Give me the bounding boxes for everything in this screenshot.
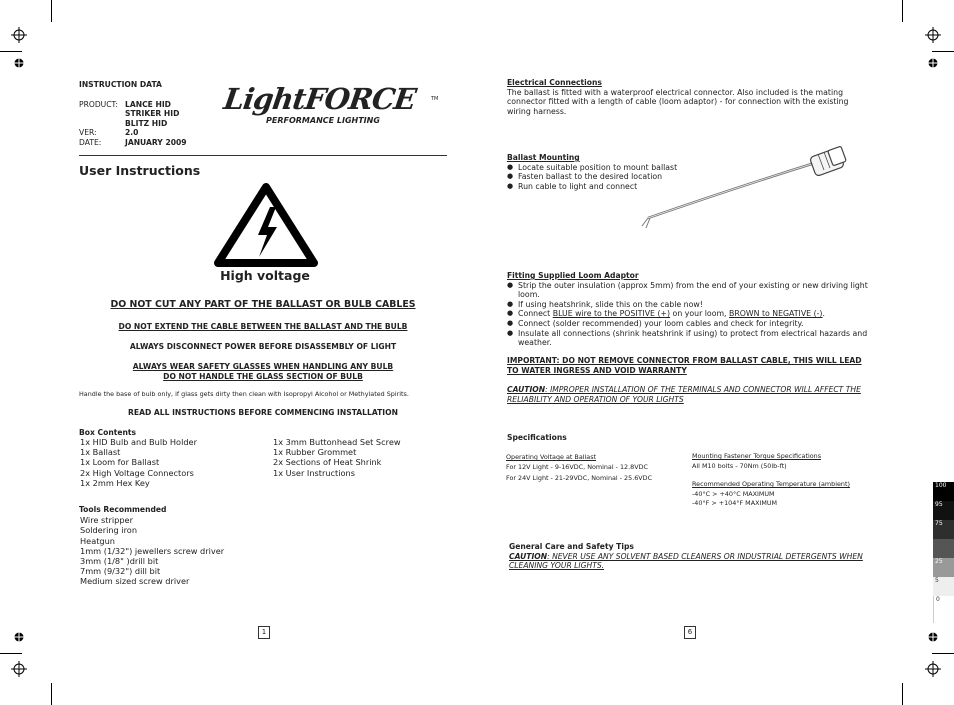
- product-name: STRIKER HID: [125, 109, 180, 119]
- crop-mark: [902, 683, 903, 705]
- specifications-heading: Specifications: [507, 433, 567, 442]
- electrical-connections: [507, 78, 872, 116]
- product-name: BLITZ HID: [125, 118, 168, 128]
- ver-value: 2.0: [125, 128, 139, 138]
- care-heading: General Care and Safety Tips: [509, 542, 634, 551]
- list-item: 3mm (1/8" )drill bit: [80, 556, 159, 567]
- list-item: 1x 3mm Buttonhead Set Screw: [273, 437, 401, 447]
- logo-tagline: PERFORMANCE LIGHTING: [266, 116, 380, 125]
- list-item: ● Fasten ballast to the desired location: [507, 172, 707, 182]
- color-bar-swatch: 5: [933, 577, 954, 596]
- torque-line: All M10 bolts - 70Nm (50lb-ft): [692, 461, 787, 470]
- header-divider: [79, 155, 447, 156]
- color-bar-swatch: 25: [933, 558, 954, 577]
- list-item: ● Connect BLUE wire to the POSITIVE (+) on your loom, BROWN to NEGATIVE (-).: [507, 309, 872, 319]
- user-instructions-heading: User Instructions: [79, 163, 201, 178]
- voltage-specs: [506, 452, 696, 483]
- crop-mark: [0, 653, 22, 654]
- list-item: Soldering iron: [80, 525, 138, 536]
- box-contents: [79, 428, 449, 488]
- voltage-heading: Operating Voltage at Ballast: [506, 453, 597, 461]
- crop-mark: [932, 51, 954, 52]
- logo-brand: LightFORCE: [221, 82, 418, 116]
- important-notice: IMPORTANT: DO NOT REMOVE CONNECTOR FROM BALLAST CABLE, THIS WILL LEAD TO WATER INGRESS AND VOID WARRANTY: [507, 356, 862, 375]
- list-item: ● Strip the outer insulation (approx 5mm) from the end of your existing or new driving light loom.: [507, 281, 872, 300]
- tools-heading: Tools Recommended: [79, 505, 167, 514]
- warning-no-extend: DO NOT EXTEND THE CABLE BETWEEN THE BALLAST AND THE BULB: [118, 322, 408, 331]
- list-item: 2x Sections of Heat Shrink: [273, 457, 382, 468]
- warning-disconnect-power: ALWAYS DISCONNECT POWER BEFORE DISASSEMBLY OF LIGHT: [129, 342, 397, 351]
- crop-mark: [51, 683, 52, 705]
- list-item: Medium sized screw driver: [80, 576, 190, 587]
- page-number-right: 6: [684, 626, 696, 639]
- crop-mark: [902, 0, 903, 22]
- list-item: ● Insulate all connections (shrink heatshrink if using) to protect from electrical hazards and weather.: [507, 329, 872, 348]
- date-label: DATE:: [79, 137, 102, 147]
- color-bar-swatch: 95: [933, 501, 954, 520]
- list-item: 1x HID Bulb and Bulb Holder: [80, 437, 197, 447]
- list-item: ● Run cable to light and connect: [507, 182, 707, 192]
- crop-mark: [932, 653, 954, 654]
- voltage-line: For 24V Light - 21-29VDC, Nominal - 25.6VDC: [506, 474, 653, 482]
- list-item: 1x Rubber Grommet: [273, 447, 357, 458]
- electrical-body: The ballast is fitted with a waterproof electrical connector. Also included is the mating connector fitted with a length of cable (loom adaptor) - for connection with the existing wiring harness.: [507, 87, 849, 116]
- registration-mark-icon: [925, 27, 941, 43]
- registration-mark-icon: [11, 661, 27, 677]
- list-item: Heatgun: [80, 535, 115, 546]
- ballast-heading: Ballast Mounting: [507, 153, 580, 162]
- high-voltage-warning-icon: [213, 183, 319, 269]
- crop-mark: [0, 51, 22, 52]
- list-item: 1x Ballast: [80, 447, 121, 458]
- list-item: Wire stripper: [80, 515, 133, 526]
- list-item: ● Locate suitable position to mount ballast: [507, 163, 707, 173]
- tools-recommended: [79, 505, 329, 587]
- loom-adaptor: [507, 271, 872, 348]
- date-value: JANUARY 2009: [125, 137, 187, 147]
- list-item: ● If using heatshrink, slide this on the cable now!: [507, 300, 872, 310]
- color-bar-swatch: 0: [933, 596, 954, 623]
- connector-cable-image: [640, 140, 860, 230]
- warning-no-cut: DO NOT CUT ANY PART OF THE BALLAST OR BULB CABLES: [110, 299, 416, 310]
- temp-heading: Recommended Operating Temperature (ambient): [692, 480, 850, 488]
- registration-dot-icon: [14, 58, 24, 68]
- voltage-line: For 12V Light - 9-16VDC, Nominal - 12.8VDC: [506, 463, 648, 471]
- product-label: PRODUCT:: [79, 99, 118, 109]
- registration-dot-icon: [928, 58, 938, 68]
- read-all-instructions: READ ALL INSTRUCTIONS BEFORE COMMENCING INSTALLATION: [128, 408, 398, 417]
- electrical-heading: Electrical Connections: [507, 78, 602, 87]
- registration-dot-icon: [928, 632, 938, 642]
- list-item: 1x 2mm Hex Key: [80, 477, 150, 488]
- torque-temp-specs: [692, 452, 892, 509]
- general-care: General Care and Safety Tips CAUTION: NEVER USE ANY SOLVENT BASED CLEANERS OR INDUSTRIAL DETERGENTS WHEN CLEANING YOUR LIGHTS.: [509, 542, 874, 571]
- list-item: 1x User Instructions: [273, 467, 356, 478]
- registration-mark-icon: [925, 661, 941, 677]
- registration-dot-icon: [14, 632, 24, 642]
- box-contents-heading: Box Contents: [79, 428, 137, 437]
- color-bar-swatch: 75: [933, 520, 954, 539]
- torque-heading: Mounting Fastener Torque Specifications: [692, 452, 822, 460]
- handle-note: Handle the base of bulb only, if glass gets dirty then clean with Isopropyl Alcohol or Methylated Spirits.: [79, 390, 409, 398]
- color-bar-swatch: 100: [933, 482, 954, 501]
- high-voltage-caption: High voltage: [220, 268, 310, 283]
- temp-line: -40°C > +40°C MAXIMUM: [692, 489, 775, 498]
- list-item: 1x Loom for Ballast: [80, 457, 160, 468]
- instruction-data-block: [79, 80, 229, 148]
- list-item: 2x High Voltage Connectors: [80, 467, 194, 478]
- warning-safety-glasses: ALWAYS WEAR SAFETY GLASSES WHEN HANDLING ANY BULB: [132, 362, 394, 371]
- list-item: 7mm (9/32") dill bit: [80, 566, 161, 577]
- caution-installation: CAUTION: IMPROPER INSTALLATION OF THE TERMINALS AND CONNECTOR WILL AFFECT THE RELIABILITY AND OPERATION OF YOUR LIGHTS: [507, 385, 861, 404]
- temp-line: -40°F > +104°F MAXIMUM: [692, 499, 778, 507]
- loom-heading: Fitting Supplied Loom Adaptor: [507, 271, 639, 280]
- lightforce-logo: [221, 82, 444, 132]
- instruction-data-title: INSTRUCTION DATA: [79, 80, 162, 89]
- color-bar-swatch: [933, 539, 954, 558]
- list-item: ● Connect (solder recommended) your loom cables and check for integrity.: [507, 319, 872, 329]
- list-item: 1mm (1/32") jewellers screw driver: [80, 545, 225, 556]
- warning-no-glass: DO NOT HANDLE THE GLASS SECTION OF BULB: [163, 372, 363, 381]
- logo-tm: TM: [431, 96, 439, 102]
- page-number-left: 1: [258, 626, 270, 639]
- registration-mark-icon: [11, 27, 27, 43]
- ver-label: VER:: [79, 128, 97, 138]
- product-name: LANCE HID: [125, 99, 171, 109]
- crop-mark: [51, 0, 52, 22]
